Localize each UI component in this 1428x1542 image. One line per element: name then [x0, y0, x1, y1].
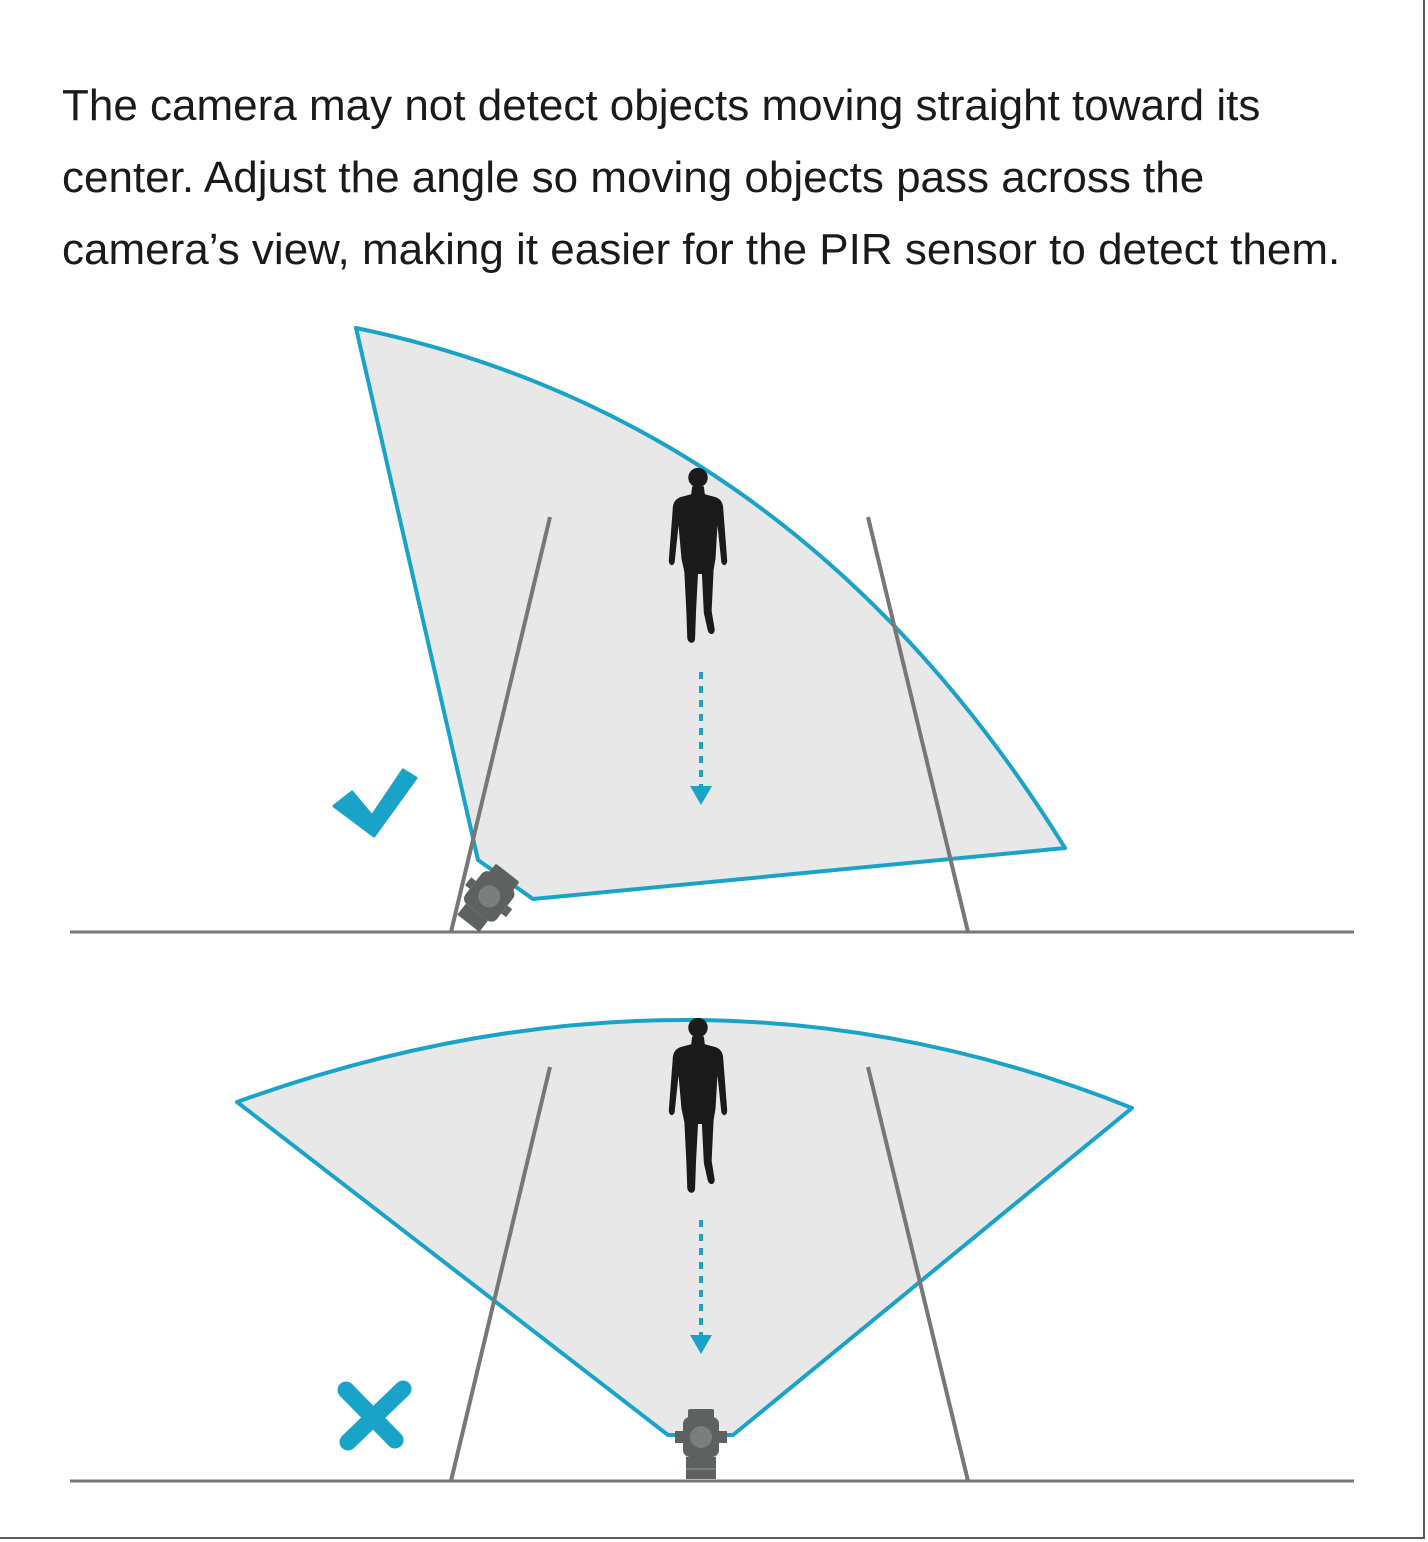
cross-icon	[346, 1389, 403, 1442]
scene-incorrect	[70, 1018, 1354, 1481]
instruction-line-3: camera’s view, making it easier for the PIR sensor to detect them.	[62, 225, 1341, 274]
instruction-line-2: center. Adjust the angle so moving objects pass across the	[62, 153, 1205, 202]
instruction-line-1: The camera may not detect objects moving straight toward its	[62, 81, 1261, 130]
checkmark-icon	[334, 770, 416, 836]
scene-correct	[70, 328, 1354, 939]
